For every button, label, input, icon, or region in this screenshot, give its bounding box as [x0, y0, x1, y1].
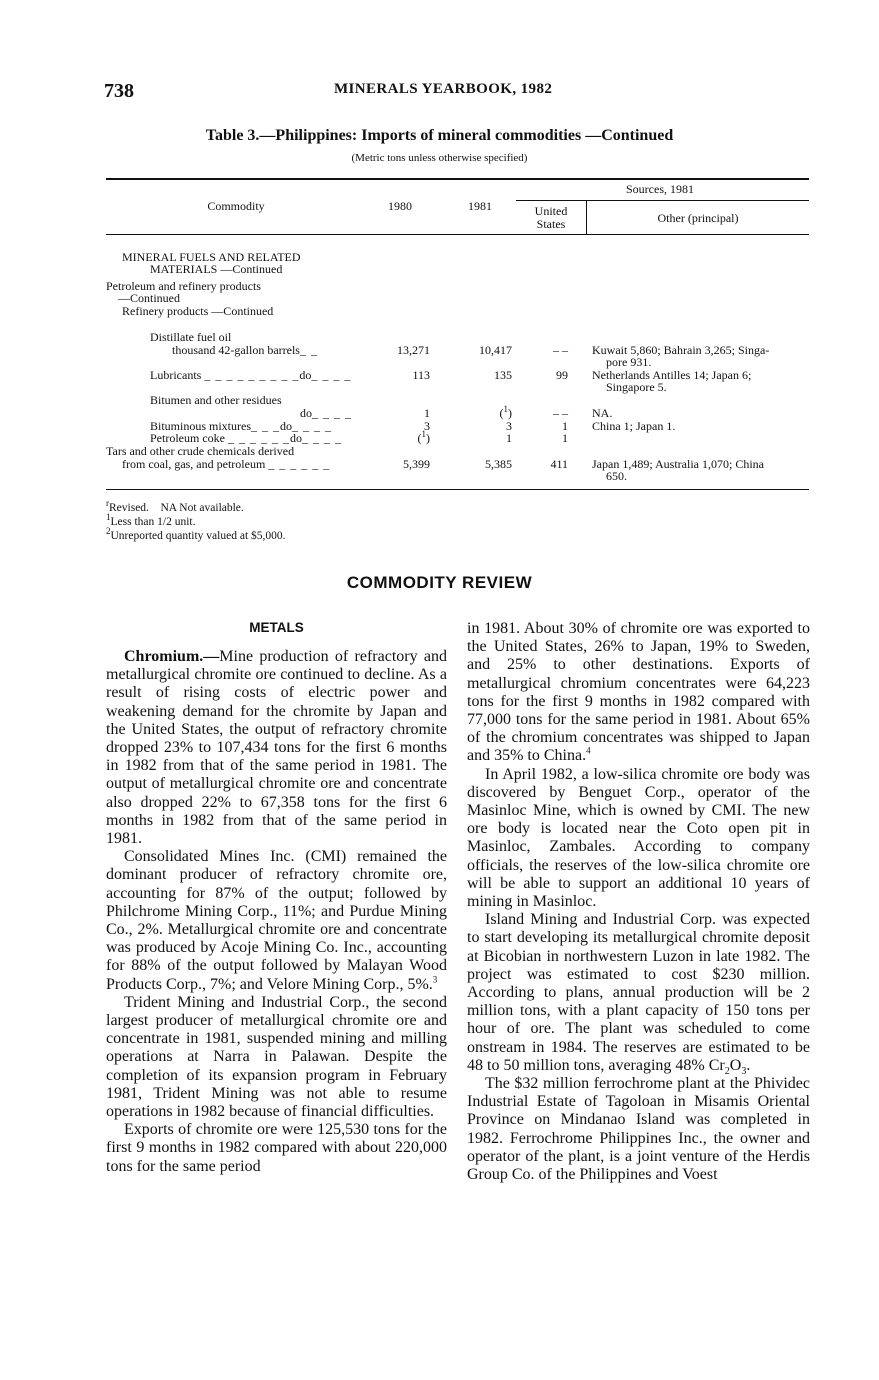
cell-other: Netherlands Antilles 14; Japan 6; — [592, 368, 752, 382]
subsection-title: METALS — [249, 620, 304, 635]
cell-us: 1 — [562, 431, 568, 445]
row-label-distillate-unit: thousand 42-gallon barrels_ _ — [172, 343, 318, 357]
group-label: Refinery products —Continued — [122, 304, 274, 318]
cell-1980: 13,271 — [397, 343, 430, 357]
paragraph-chromium: Chromium.—Mine production of refractory and metallurgical chromite ore continued to decline. As a result of rising costs of electric power and weakening demand for the chromite by Japan and the United States, the output of refractory chromite dropped 23% to 107,434 tons for the first 6 months in 1982 from that of the same period in 1981. The output of metallurgical chromite ore and concentrate also dropped 22% to 67,358 tons for the first 6 months in 1982 from that of the same period in 1981. — [106, 648, 447, 848]
cell-1980: 5,399 — [403, 457, 430, 471]
group-label: Petroleum and refinery products — [106, 279, 261, 293]
cell-other: Japan 1,489; Australia 1,070; China — [592, 457, 764, 471]
group-label: MATERIALS —Continued — [150, 262, 283, 276]
us-divider — [586, 201, 587, 234]
text-column-left — [106, 648, 447, 1176]
paragraph-continued: in 1981. About 30% of chromite ore was exported to the United States, 26% to Japan, 19% to Sweden, and 25% to other destinations. Exports of metallurgical chromium concentrates were 64,223 tons for the first 9 months in 1982 compared with 77,000 tons for the same period in 1981. About 65% of the chromium concentrates was shipped to Japan and 35% to China.$^4$ — [467, 620, 810, 765]
row-label-distillate: Distillate fuel oil — [150, 330, 232, 344]
row-label-tars: Tars and other crude chemicals derived — [106, 444, 295, 458]
row-label-bitumen: Bitumen and other residues — [150, 393, 282, 407]
sources-rule — [516, 200, 809, 201]
paragraph: Trident Mining and Industrial Corp., the second largest producer of metallurgical chromite ore and concentrate in 1981, suspended mining and milling operations at Narra in Palawan. Despite the completion of its expansion program in February 1981, Trident Mining was not able to resume operations in 1982 because of financial difficulties. — [106, 993, 447, 1121]
footnote-revised: $^r$Revised. NA Not available. — [106, 498, 244, 514]
table-bottom-rule — [106, 489, 809, 490]
text-column-right — [467, 620, 810, 1184]
cell-1980: 1 — [424, 406, 430, 420]
row-label-bituminous: Bituminous mixtures_ _ _do_ _ _ _ — [150, 419, 333, 433]
group-label: MINERAL FUELS AND RELATED — [122, 250, 301, 264]
cell-1980: ($^1$) — [417, 429, 430, 445]
table-top-rule — [106, 178, 809, 180]
col-header-other: Other (principal) — [657, 211, 739, 225]
cell-1981: 5,385 — [485, 457, 512, 471]
row-label-coke: Petroleum coke _ _ _ _ _ _do_ _ _ _ — [150, 431, 342, 445]
cell-us: 99 — [556, 368, 568, 382]
group-label: —Continued — [118, 291, 180, 305]
footnote-2: $^2$Unreported quantity valued at $5,000. — [106, 526, 286, 542]
cell-us: 1 — [562, 419, 568, 433]
col-header-1980: 1980 — [388, 199, 412, 213]
cell-other-cont: 650. — [606, 469, 627, 483]
cell-other-cont: Singapore 5. — [606, 380, 667, 394]
col-header-sources: Sources, 1981 — [626, 182, 694, 196]
page-number: 738 — [104, 80, 134, 102]
col-header-us-line1: United — [534, 204, 568, 218]
row-label-bitumen-unit: do_ _ _ _ — [300, 406, 352, 420]
cell-1981: 135 — [494, 368, 512, 382]
cell-1981: 3 — [506, 419, 512, 433]
cell-1981: 10,417 — [479, 343, 512, 357]
col-header-1981: 1981 — [468, 199, 492, 213]
footnote-1: $^1$Less than 1/2 unit. — [106, 512, 196, 528]
table-subtitle: (Metric tons unless otherwise specified) — [351, 152, 528, 164]
cell-us: – – — [553, 406, 568, 420]
row-label-tars-cont: from coal, gas, and petroleum _ _ _ _ _ _ — [122, 457, 331, 471]
cell-1980: 113 — [412, 368, 430, 382]
cell-us: – – — [553, 343, 568, 357]
cell-other: NA. — [592, 406, 613, 420]
cell-us: 411 — [550, 457, 568, 471]
cell-1980: 3 — [424, 419, 430, 433]
paragraph: In April 1982, a low-silica chromite ore body was discovered by Benguet Corp., operator of the Masinloc Mine, which is owned by CMI. The new ore body is located near the Coto open pit in Masinloc, Zambales. According to company officials, the reserves of the low-silica chromite ore will be able to support an additional 10 years of mining in Masinloc. — [467, 765, 810, 911]
cell-other: Kuwait 5,860; Bahrain 3,265; Singa- — [592, 343, 770, 357]
header-bottom-rule — [106, 234, 809, 235]
cell-1981: 1 — [506, 431, 512, 445]
table-title: Table 3.—Philippines: Imports of mineral commodities —Continued — [205, 127, 674, 144]
paragraph: Exports of chromite ore were 125,530 tons for the first 9 months in 1982 compared with about 220,000 tons for the same period — [106, 1121, 447, 1175]
running-head: MINERALS YEARBOOK, 1982 — [334, 81, 553, 97]
row-label-lubricants: Lubricants _ _ _ _ _ _ _ _ _do_ _ _ _ — [150, 368, 352, 382]
paragraph: Consolidated Mines Inc. (CMI) remained the dominant producer of refractory chromite ore, accounting for 87% of the output; followed by Philchrome Mining Corp., 11%; and Purdue Mining Co., 2%. Metallurgical chromite ore and concentrate was produced by Acoje Mining Co. Inc., accounting for 88% of the output followed by Malayan Wood Products Corp., 7%; and Velore Mining Corp., 5%.$^3$ — [106, 848, 447, 993]
cell-other: China 1; Japan 1. — [592, 419, 676, 433]
col-header-commodity: Commodity — [207, 199, 265, 213]
cell-1981: ($^1$) — [499, 404, 512, 420]
col-header-us-line2: States — [536, 217, 566, 231]
cell-other-cont: pore 931. — [606, 355, 652, 369]
paragraph: Island Mining and Industrial Corp. was expected to start developing its metallurgical chromite deposit at Bicobian in northwestern Luzon in late 1982. The project was estimated to cost $230 million. According to plans, annual production will be 2 million tons, with a plant capacity of 150 tons per hour of ore. The plant was scheduled to come onstream in 1984. The reserves are estimated to be 48 to 50 million tons, averaging 48% $Cr_2O_3$. — [467, 911, 810, 1078]
paragraph: The $32 million ferrochrome plant at the Phividec Industrial Estate of Tagoloan in Misamis Oriental Province on Mindanao Island was completed in 1982. Ferrochrome Philippines Inc., the owner and operator of the plant, is a joint venture of the Herdis Group Co. of the Philippines and Voest — [467, 1075, 810, 1184]
section-title: COMMODITY REVIEW — [346, 573, 533, 592]
col-header-us — [518, 205, 584, 231]
